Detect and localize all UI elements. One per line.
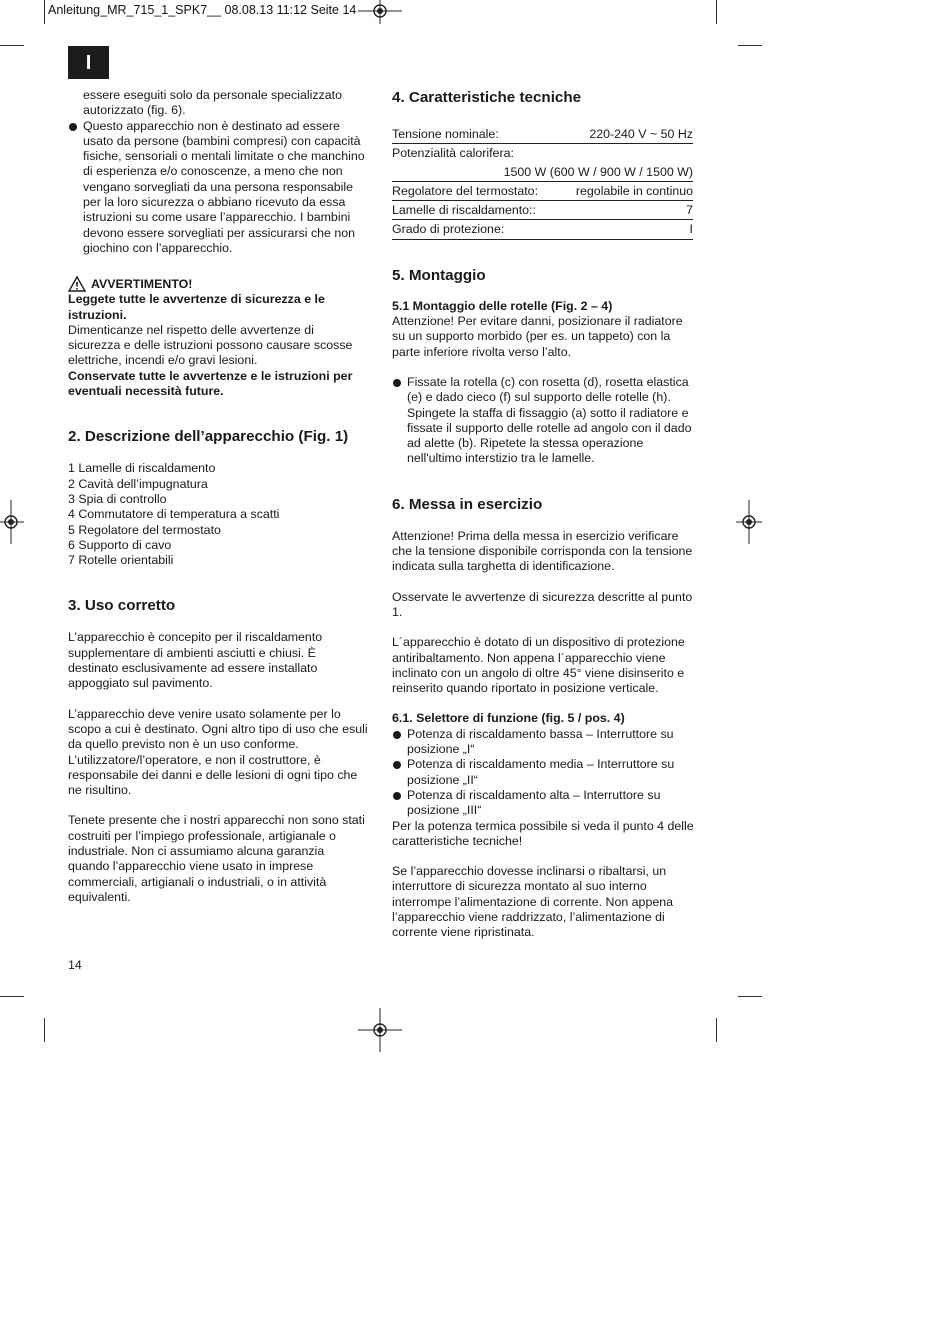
language-tab xyxy=(68,46,109,79)
function-bullet: Potenza di riscaldamento bassa – Interruttore su posizione „I“ xyxy=(392,727,694,758)
component-list-item: 7 Rotelle orientabili xyxy=(68,553,174,568)
warning-title: AVVERTIMENTO! xyxy=(91,276,193,291)
section-5-paragraph: Attenzione! Per evitare danni, posizionare il radiatore su un supporto morbido (per es. un tappeto) con la parte inferiore rivolta verso l’alto. xyxy=(392,314,683,359)
spec-row xyxy=(392,163,693,182)
spec-row xyxy=(392,144,693,163)
section-3-paragraph-3: Tenete presente che i nostri apparecchi non sono stati costruiti per l’impiego professionale, artigianale o industriale. Non ci assumiamo alcuna garanzia quando l’apparecchio viene usato in imprese commerciali, artigianali o industriali, o in attività equivalenti. xyxy=(68,813,365,904)
crop-mark xyxy=(738,996,762,997)
section-5-1-title: 5.1 Montaggio delle rotelle (Fig. 2 – 4) xyxy=(392,298,613,313)
registration-mark-icon xyxy=(0,500,24,544)
spec-value: regolabile in continuo xyxy=(559,181,693,200)
section-6-paragraph-3: L´apparecchio è dotato di un dispositivo di protezione antiribaltamento. Non appena l´apparecchio viene inclinato con un angolo di oltre 45° viene disinserito e reinserito quando riportato in posizione verticale. xyxy=(392,635,685,696)
spec-value: 220-240 V ~ 50 Hz xyxy=(559,125,693,144)
section-2-title: 2. Descrizione dell’apparecchio (Fig. 1) xyxy=(68,428,349,446)
spec-row xyxy=(392,201,693,220)
spec-row xyxy=(392,125,693,144)
section-6-paragraph-2: Osservate le avvertenze di sicurezza descritte al punto 1. xyxy=(392,589,693,619)
registration-mark-icon xyxy=(358,1008,402,1052)
function-bullet: Potenza di riscaldamento alta – Interruttore su posizione „III“ xyxy=(392,788,694,819)
warning-line-3: Conservate tutte le avvertenze e le istruzioni per eventuali necessità future. xyxy=(68,368,353,399)
spec-label: Lamelle di riscaldamento:: xyxy=(392,201,559,220)
bullet-children-safety: Questo apparecchio non è destinato ad essere usato da persone (bambini compresi) con capacità fisiche, sensoriali o mentali limitate o che manchino di esperienza e/o conoscenze, a meno che non vengano sorvegliati da una persona responsabile per la loro sicurezza o abbiano ricevuto da essa istruzioni su come usare l’apparecchio. I bambini devono essere sorvegliati per assicurarsi che non giochino con l’apparecchio. xyxy=(68,119,368,257)
spec-value: I xyxy=(559,220,693,239)
spec-label: Grado di protezione: xyxy=(392,220,559,239)
registration-mark-icon xyxy=(358,0,402,24)
crop-mark xyxy=(716,0,717,24)
crop-mark xyxy=(716,1018,717,1042)
section-5-title: 5. Montaggio xyxy=(392,266,486,284)
spec-row xyxy=(392,181,693,200)
crop-mark xyxy=(738,45,762,46)
page-number: 14 xyxy=(68,958,82,972)
spec-label: Potenzialità calorifera: xyxy=(392,146,514,161)
print-slug: Anleitung_MR_715_1_SPK7__ 08.08.13 11:12 Seite 14 xyxy=(48,3,357,17)
section-6-paragraph-5: Se l’apparecchio dovesse inclinarsi o ribaltarsi, un interruttore di sicurezza montato al suo interno interrompe l’alimentazione di corrente. Non appena l’apparecchio viene raddrizzato, l’alimentazione di corrente viene ripristinata. xyxy=(392,864,674,940)
section-6-paragraph-4: Per la potenza termica possibile si veda il punto 4 delle caratteristiche tecniche! xyxy=(392,818,694,848)
function-bullet: Potenza di riscaldamento media – Interruttore su posizione „II“ xyxy=(392,757,694,788)
section-6-1-title: 6.1. Selettore di funzione (fig. 5 / pos. 4) xyxy=(392,711,625,726)
language-tab-label: I xyxy=(85,52,92,74)
component-list-item: 5 Regolatore del termostato xyxy=(68,522,221,537)
crop-mark xyxy=(0,996,24,997)
crop-mark xyxy=(44,0,45,24)
spec-row xyxy=(392,220,693,239)
spec-value: 7 xyxy=(559,201,693,220)
warning-line-1: Leggete tutte le avvertenze di sicurezza e le istruzioni. xyxy=(68,292,325,322)
crop-mark xyxy=(44,1018,45,1042)
registration-mark-icon xyxy=(736,500,762,544)
component-list-item: 4 Commutatore di temperatura a scatti xyxy=(68,507,280,522)
component-list-item: 2 Cavità dell’impugnatura xyxy=(68,476,208,491)
spec-label: Tensione nominale: xyxy=(392,125,559,144)
specifications-table xyxy=(392,125,693,240)
section-6-paragraph-1: Attenzione! Prima della messa in esercizio verificare che la tensione disponibile corrisponda con la tensione indicata sulla targhetta di identificazione. xyxy=(392,528,693,574)
warning-line-2: Dimenticanze nel rispetto delle avvertenze di sicurezza e delle istruzioni possono causare scosse elettriche, incendi e/o gravi lesioni. xyxy=(68,322,353,368)
spec-label: Regolatore del termostato: xyxy=(392,181,559,200)
component-list-item: 3 Spia di controllo xyxy=(68,491,167,506)
intro-continuation: essere eseguiti solo da personale specializzato autorizzato (fig. 6). xyxy=(83,88,342,118)
warning-header xyxy=(68,276,368,292)
section-5-bullet: Fissate la rotella (c) con rosetta (d), rosetta elastica (e) e dado cieco (f) sul supporto delle rotelle (h). Spingete la staffa di fissaggio (a) sotto il radiatore e fissate il supporto delle rotelle ad angolo con il dado ad alette (b). Ripetete la stessa operazione nell'ultimo interstizio tra le lamelle. xyxy=(392,375,694,467)
right-column xyxy=(392,88,694,941)
spec-value: 1500 W (600 W / 900 W / 1500 W) xyxy=(392,163,693,182)
section-3-title: 3. Uso corretto xyxy=(68,597,176,615)
warning-triangle-icon xyxy=(68,276,86,292)
component-list-item: 6 Supporto di cavo xyxy=(68,537,172,552)
section-6-title: 6. Messa in esercizio xyxy=(392,495,543,513)
left-column xyxy=(68,88,368,905)
section-3-paragraph-1: L’apparecchio è concepito per il riscaldamento supplementare di ambienti asciutti e chiusi. È destinato esclusivamente ad essere installato appoggiato sul pavimento. xyxy=(68,630,323,691)
section-3-paragraph-2: L’apparecchio deve venire usato solamente per lo scopo a cui è destinato. Ogni altro tipo di uso che esuli da quello previsto non è un uso conforme. L’utilizzatore/l’operatore, e non il costruttore, è responsabile dei danni e delle lesioni di ogni tipo che ne risultino. xyxy=(68,706,368,798)
crop-mark xyxy=(0,45,24,46)
section-4-title: 4. Caratteristiche tecniche xyxy=(392,89,582,106)
component-list-item: 1 Lamelle di riscaldamento xyxy=(68,461,216,476)
